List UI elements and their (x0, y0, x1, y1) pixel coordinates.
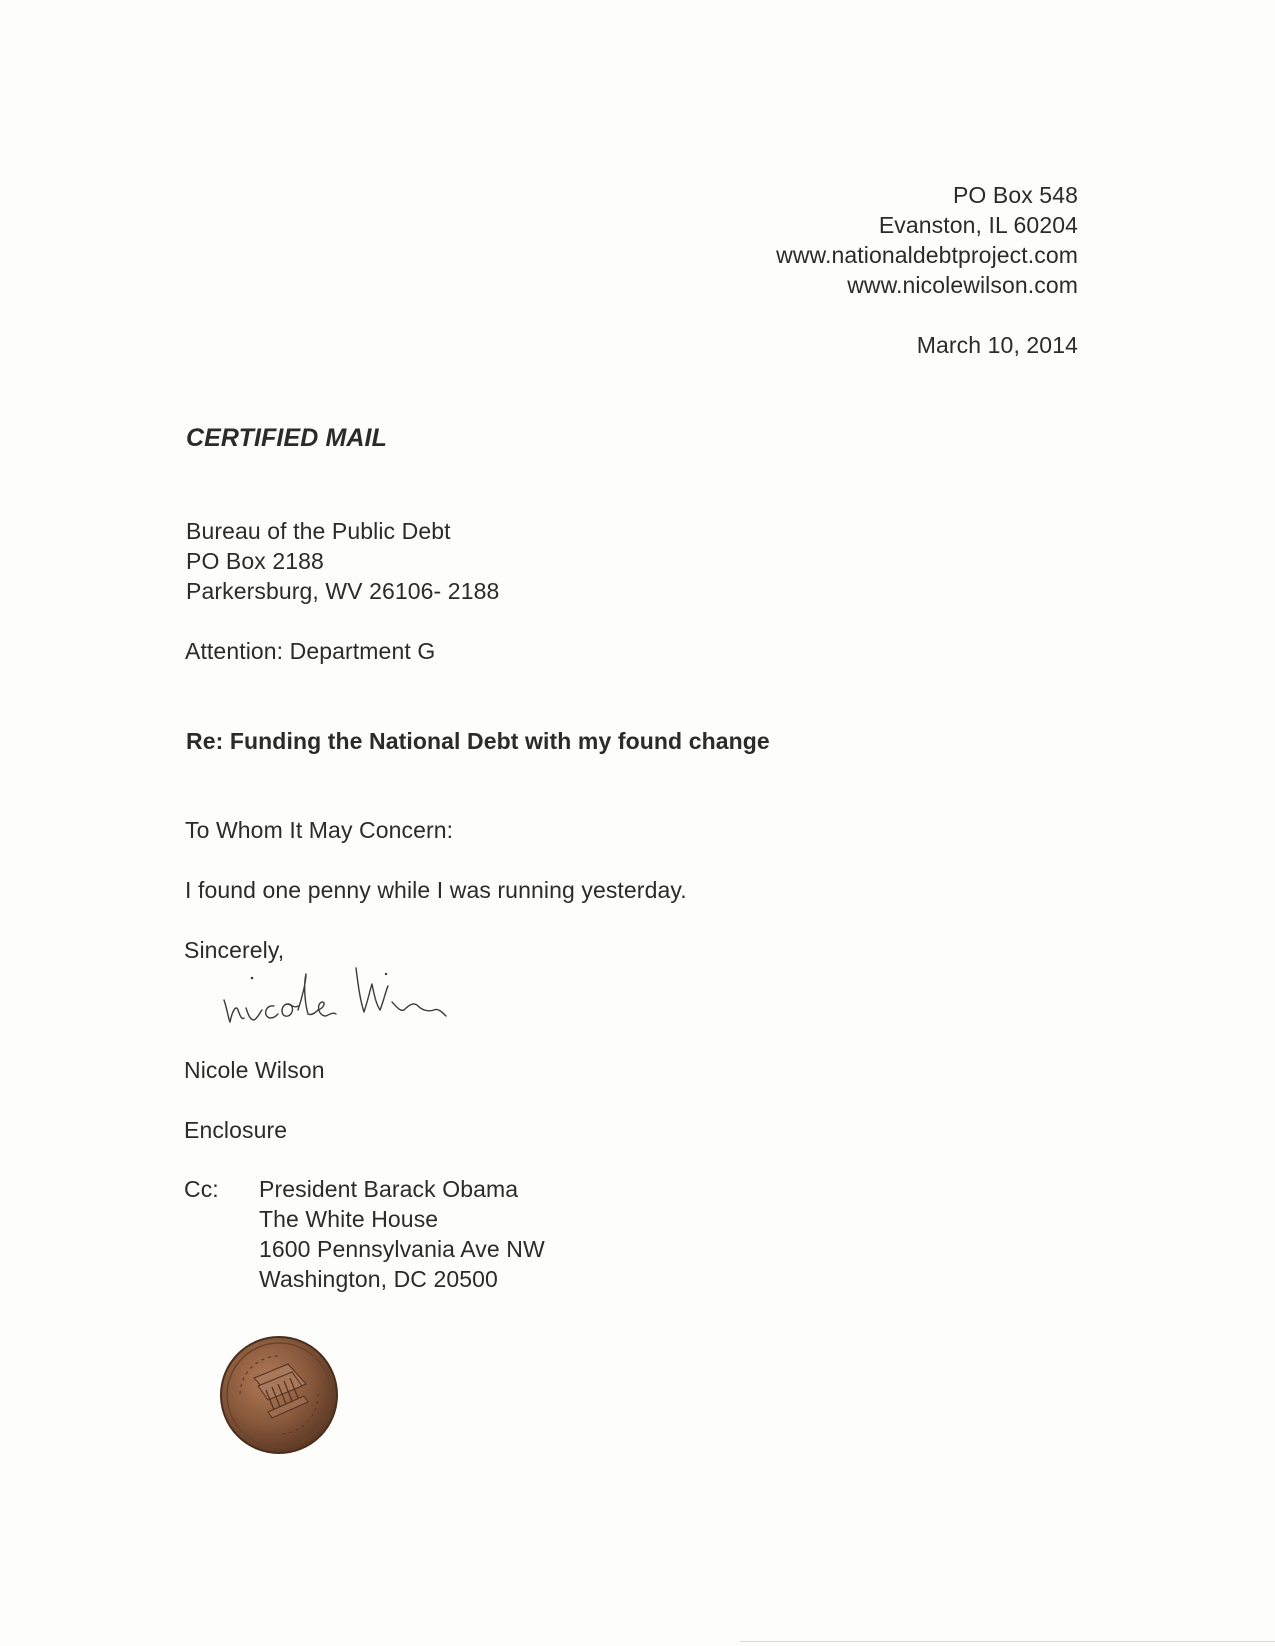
cc-label: Cc: (184, 1176, 219, 1202)
recipient-name: Bureau of the Public Debt (186, 518, 451, 544)
subject-line: Re: Funding the National Debt with my found change (186, 728, 770, 754)
enclosure-notation: Enclosure (184, 1117, 288, 1143)
letter-date: March 10, 2014 (916, 332, 1078, 358)
sender-website-national-debt-project: www.nationaldebtproject.com (776, 242, 1078, 268)
letter-body: I found one penny while I was running yesterday. (185, 877, 687, 903)
signer-name: Nicole Wilson (184, 1057, 325, 1083)
signature-image (218, 960, 448, 1030)
cc-name: President Barack Obama (259, 1176, 519, 1202)
penny-coin-icon (218, 1334, 340, 1456)
cc-address-line3: Washington, DC 20500 (259, 1266, 498, 1292)
salutation: To Whom It May Concern: (185, 817, 454, 843)
sender-po-box: PO Box 548 (952, 182, 1078, 208)
recipient-city-state-zip: Parkersburg, WV 26106- 2188 (186, 578, 500, 604)
scan-edge-line (740, 1641, 1275, 1642)
attention-line: Attention: Department G (185, 638, 436, 664)
sender-city-state-zip: Evanston, IL 60204 (878, 212, 1078, 238)
certified-mail-heading: CERTIFIED MAIL (186, 424, 387, 452)
recipient-po-box: PO Box 2188 (186, 548, 324, 574)
cc-address-line1: The White House (259, 1206, 439, 1232)
sender-website-nicole-wilson: www.nicolewilson.com (847, 272, 1078, 298)
cc-address-line2: 1600 Pennsylvania Ave NW (259, 1236, 545, 1262)
closing: Sincerely, (184, 937, 285, 963)
